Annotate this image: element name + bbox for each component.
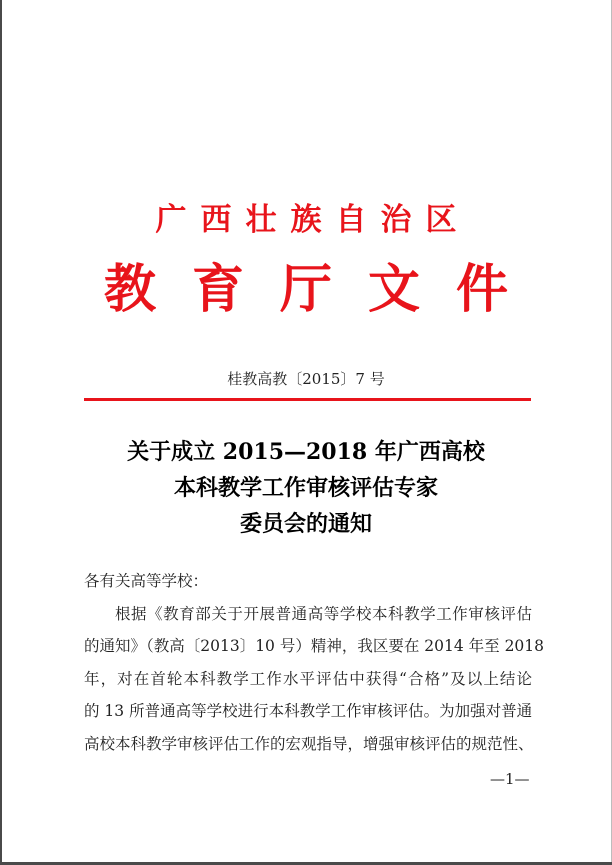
body-line: 根据《教育部关于开展普通高等学校本科教学工作审核评估 bbox=[115, 604, 532, 623]
document-number: 桂教高教〔2015〕7 号 bbox=[227, 370, 385, 388]
body-line: 的通知》（教高〔2013〕10 号）精神，我区要在 2014 年至 2018 bbox=[84, 637, 545, 655]
page-border-left bbox=[0, 0, 2, 863]
issuer-department: 教育厅文件 bbox=[103, 259, 544, 320]
body-line: 年，对在首轮本科教学工作水平评估中获得“合格”及以上结论 bbox=[84, 669, 532, 688]
title-line: 委员会的通知 bbox=[239, 511, 372, 537]
page-number: —1— bbox=[490, 770, 530, 788]
document-title bbox=[0, 434, 612, 542]
document-body bbox=[84, 565, 545, 760]
body-line: 高校本科教学审核评估工作的宏观指导，增强审核评估的规范性、 bbox=[84, 734, 534, 753]
salutation: 各有关高等学校： bbox=[84, 572, 209, 590]
title-line: 本科教学工作审核评估专家 bbox=[173, 475, 438, 501]
body-line: 的 13 所普通高等学校进行本科教学工作审核评估。为加强对普通 bbox=[84, 702, 533, 720]
red-separator-line bbox=[84, 398, 531, 401]
issuer-region: 广西壮族自治区 bbox=[155, 202, 471, 238]
title-line: 关于成立 2015—2018 年广西高校 bbox=[127, 439, 485, 465]
